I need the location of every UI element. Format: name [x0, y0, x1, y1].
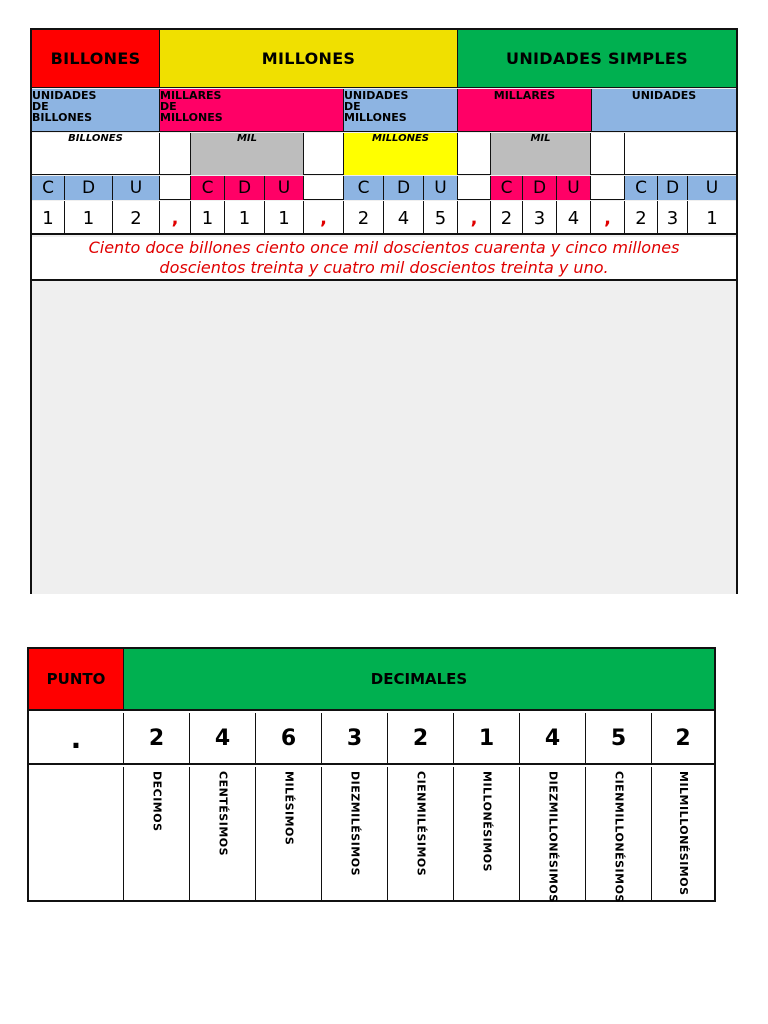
- separator-comma: ,: [591, 201, 625, 235]
- cdu-c: C: [32, 176, 65, 200]
- sub-unidades-de-billones: [32, 89, 160, 132]
- number-in-words-line1: Ciento doce billones ciento once mil doscientos cuarenta y cinco millones: [88, 238, 680, 257]
- header-millones: MILLONES: [160, 30, 458, 88]
- sub-line: BILLONES: [32, 111, 93, 124]
- cdu-c: C: [491, 176, 523, 200]
- decimal-digit-cell: 6: [256, 713, 322, 765]
- header-decimales: DECIMALES: [124, 649, 714, 711]
- decimal-digit-cell: 1: [454, 713, 520, 765]
- decimal-place-name: DECIMOS: [150, 771, 164, 832]
- digit-cell: 4: [384, 201, 424, 235]
- sub-line: MILLONES: [344, 111, 407, 124]
- sub-millares-de-millones: [160, 89, 344, 132]
- decimal-place-name-cell: [652, 767, 714, 900]
- unit-gap: [591, 133, 625, 175]
- sub-line: DE: [32, 100, 49, 113]
- cdu-gap: [591, 176, 625, 200]
- decimal-digit-cell: 2: [124, 713, 190, 765]
- decimal-place-name: CENTÉSIMOS: [216, 771, 230, 857]
- digit-cell: 2: [113, 201, 160, 235]
- decimal-place-name-cell: [454, 767, 520, 900]
- decimal-place-name: DIEZMILÉSIMOS: [348, 771, 362, 877]
- cdu-u: U: [688, 176, 736, 200]
- header-billones: BILLONES: [32, 30, 160, 88]
- decimal-digit-cell: 5: [586, 713, 652, 765]
- unit-gap: [458, 133, 491, 175]
- digit-cell: 1: [191, 201, 225, 235]
- cdu-gap: [304, 176, 344, 200]
- digit-cell: 1: [32, 201, 65, 235]
- unit-label-mil: MIL: [491, 133, 591, 175]
- separator-comma: ,: [458, 201, 491, 235]
- sub-line: UNIDADES: [32, 89, 97, 102]
- digit-cell: 5: [424, 201, 458, 235]
- cdu-u: U: [265, 176, 304, 200]
- decimal-digit-cell: 2: [388, 713, 454, 765]
- digit-cell: 3: [658, 201, 688, 235]
- decimal-place-name: MILLONÉSIMOS: [480, 771, 494, 872]
- decimal-place-name: MILÉSIMOS: [282, 771, 296, 846]
- decimal-place-name: CIENMILÉSIMOS: [414, 771, 428, 877]
- digit-cell: 1: [706, 207, 718, 229]
- decimal-digit-cell: 2: [652, 713, 714, 765]
- number-in-words: [32, 237, 736, 281]
- cdu-u: U: [424, 176, 458, 200]
- cdu-u: U: [113, 176, 160, 200]
- digit-cell: 1: [65, 201, 113, 235]
- cdu-d: D: [658, 176, 688, 200]
- header-unidades-simples: UNIDADES SIMPLES: [458, 30, 736, 88]
- digit-cell: 4: [557, 201, 591, 235]
- sub-line: DE: [344, 100, 361, 113]
- digit-cell: 1: [265, 201, 304, 235]
- digit-cell: 2: [625, 201, 658, 235]
- sub-unidades-de-millones: [344, 89, 458, 132]
- decimal-place-name: DIEZMILLONÉSIMOS: [546, 771, 560, 903]
- cdu-c: C: [344, 176, 384, 200]
- cdu-gap: [458, 176, 491, 200]
- cdu-c: C: [625, 176, 658, 200]
- decimal-digit-cell: 3: [322, 713, 388, 765]
- digit-cell: 2: [344, 201, 384, 235]
- cdu-gap: [160, 176, 191, 200]
- decimal-name-blank: [29, 767, 124, 900]
- sub-unidades: UNIDADES: [592, 89, 736, 132]
- decimal-digit-cell: 4: [520, 713, 586, 765]
- decimal-place-name-cell: [520, 767, 586, 903]
- header-punto: PUNTO: [29, 649, 124, 711]
- decimal-place-name-cell: [322, 767, 388, 900]
- digit-cell: 2: [491, 201, 523, 235]
- cdu-d: D: [225, 176, 265, 200]
- decimal-place-name-cell: [388, 767, 454, 900]
- unit-label-millones: MILLONES: [344, 133, 458, 175]
- unit-label-mil: MIL: [191, 133, 304, 175]
- cdu-d: D: [384, 176, 424, 200]
- separator-comma: ,: [160, 201, 191, 235]
- cdu-d: D: [65, 176, 113, 200]
- decimal-place-name-cell: [124, 767, 190, 900]
- cdu-d: D: [523, 176, 557, 200]
- cdu-u: U: [557, 176, 591, 200]
- unit-label-billones: BILLONES: [32, 133, 160, 175]
- number-in-words-line2: doscientos treinta y cuatro mil doscientos treinta y uno.: [159, 258, 609, 277]
- unit-gap: [304, 133, 344, 175]
- sub-line: MILLONES: [160, 111, 223, 124]
- cdu-c: C: [191, 176, 225, 200]
- digit-cell: 1: [225, 201, 265, 235]
- sub-millares: MILLARES: [458, 89, 592, 132]
- decimal-place-name: MILMILLONÉSIMOS: [677, 771, 690, 896]
- separator-comma: ,: [304, 201, 344, 235]
- unit-gap: [160, 133, 191, 175]
- decimal-place-name: CIENMILLONÉSIMOS: [612, 771, 626, 903]
- decimal-place-name-cell: [586, 767, 652, 903]
- decimal-place-name-cell: [256, 767, 322, 900]
- digit-cell: 3: [523, 201, 557, 235]
- sub-line: DE: [160, 100, 177, 113]
- sub-line: UNIDADES: [344, 89, 409, 102]
- decimal-digit-cell: 4: [190, 713, 256, 765]
- decimal-point: .: [29, 713, 124, 765]
- decimal-place-name-cell: [190, 767, 256, 900]
- sub-line: MILLARES: [160, 89, 222, 102]
